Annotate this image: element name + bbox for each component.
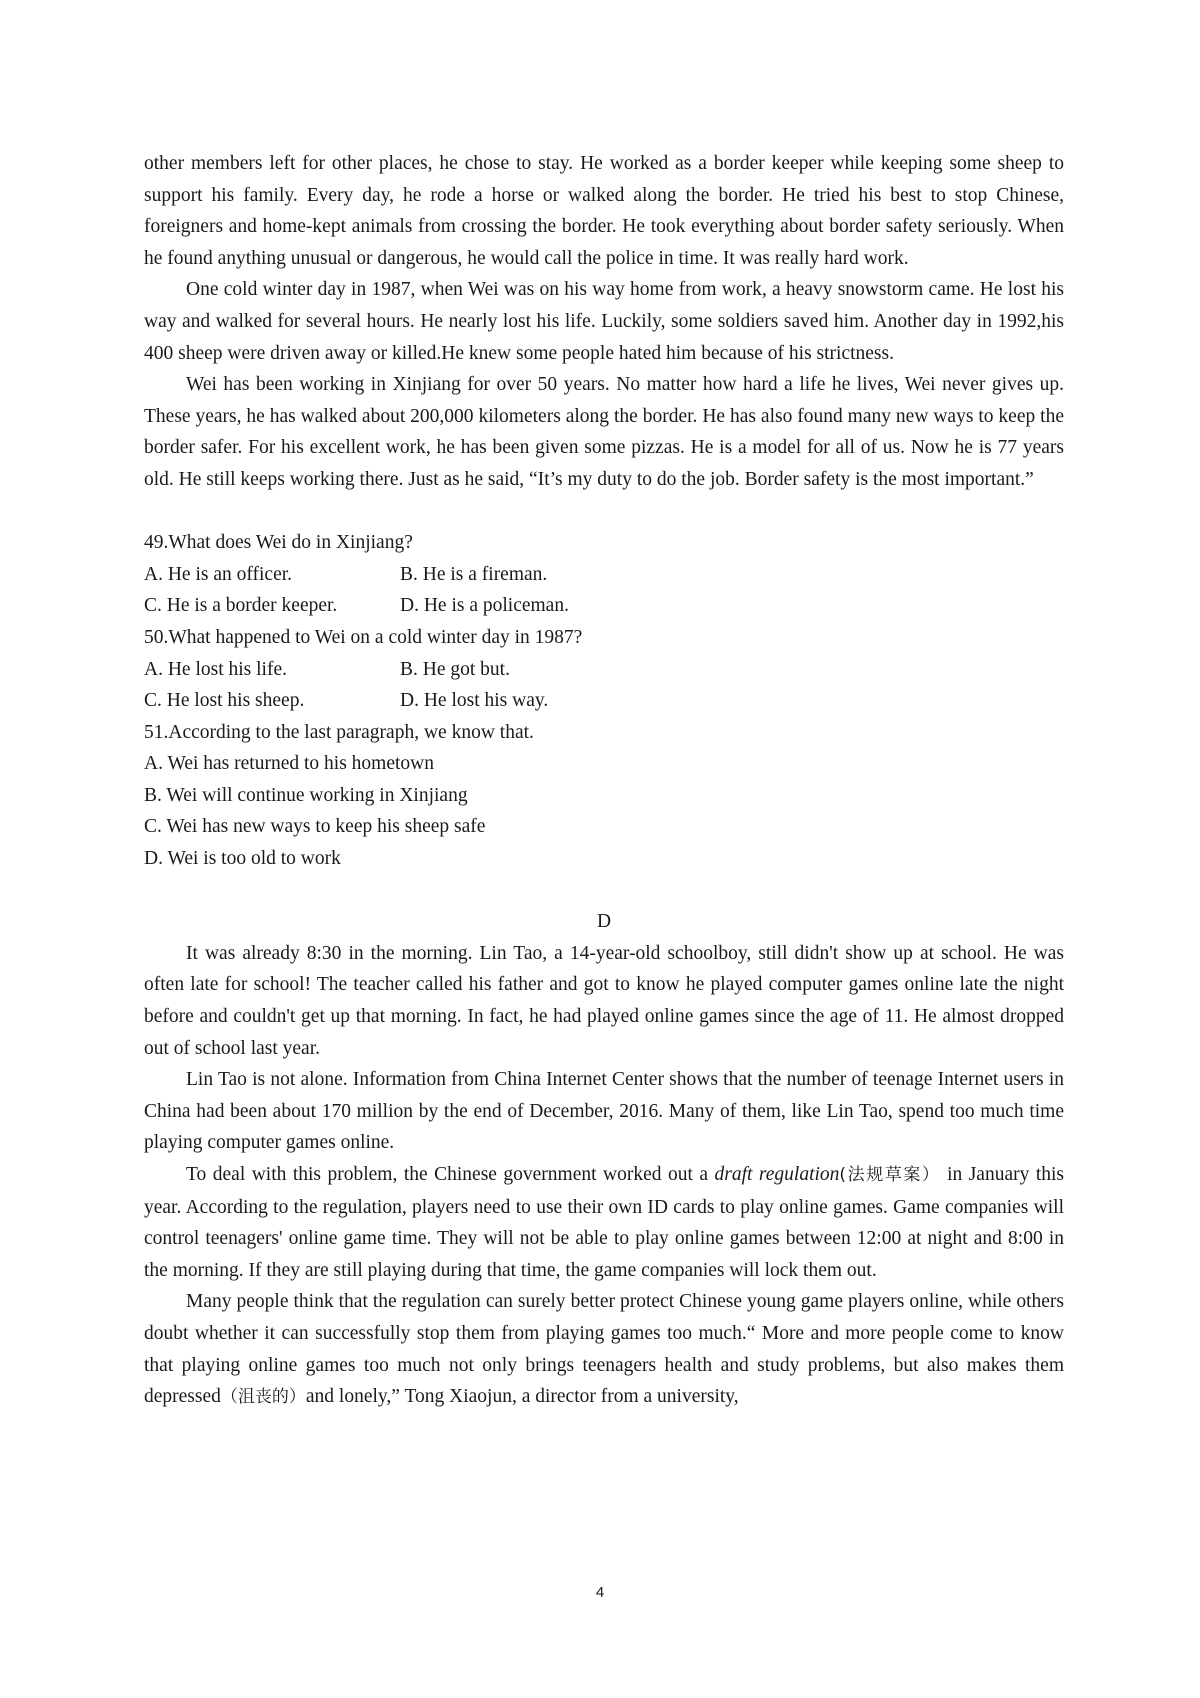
option-d: D. He is a policeman. xyxy=(400,595,569,617)
passage-c-paragraph-3: Wei has been working in Xinjiang for over 50 years. No matter how hard a life he lives, Wei never gives up. These years, he has walked about 200,000 kilometers along the border. He has also found many new ways to keep the border safer. For his excellent work, he has been given some pizzas. He is a model for all of us. Now he is 77 years old. He still keeps working there. Just as he said, “It’s my duty to do the job. Border safety is the most important.” xyxy=(144,374,1064,490)
chinese-gloss: （沮丧的） xyxy=(220,1387,306,1408)
question-stem: 49.What does Wei do in Xinjiang? xyxy=(144,532,413,554)
paragraph-text: To deal with this problem, the Chinese government worked out a xyxy=(186,1164,715,1185)
question-51 xyxy=(144,717,1064,875)
passage-d-paragraph-3 xyxy=(144,1159,1064,1286)
paragraph-text: in January this year. According to the regulation, players need to use their own ID cards to play online games. Game companies will control teenagers' online game time. They will not be able to play online games between 12:00 at night and 8:00 in the morning. If they are still playing during that time, the game companies will lock them out. xyxy=(144,1164,1064,1281)
question-49 xyxy=(144,527,1064,622)
option-a: A. He lost his life. xyxy=(144,658,287,680)
passage-c-paragraph-2: One cold winter day in 1987, when Wei was on his way home from work, a heavy snowstorm came. He lost his way and walked for several hours. He nearly lost his life. Luckily, some soldiers saved him. Another day in 1992,his 400 sheep were driven away or killed.He knew some people hated him because of his strictness. xyxy=(144,279,1064,364)
question-stem: 51.According to the last paragraph, we know that. xyxy=(144,721,534,743)
passage-d-paragraph-2: Lin Tao is not alone. Information from China Internet Center shows that the number of teenage Internet users in China had been about 170 million by the end of December, 2016. Many of them, like Lin Tao, spend too much time playing computer games online. xyxy=(144,1069,1064,1154)
question-50 xyxy=(144,622,1064,717)
passage-c-paragraph-1: other members left for other places, he chose to stay. He worked as a border keeper while keeping some sheep to support his family. Every day, he rode a horse or walked along the border. He tried his best to stop Chinese, foreigners and home-kept animals from crossing the border. He took everything about border safety seriously. When he found anything unusual or dangerous, he would call the police in time. It was really hard work. xyxy=(144,153,1064,269)
passage-d-paragraph-4 xyxy=(144,1286,1064,1413)
chinese-gloss: (法规草案） xyxy=(839,1165,941,1185)
page-number: 4 xyxy=(595,1584,605,1601)
spacer xyxy=(144,496,1064,528)
option-row xyxy=(144,559,1064,591)
option-b: B. He is a fireman. xyxy=(400,563,548,585)
question-stem: 50.What happened to Wei on a cold winter day in 1987? xyxy=(144,626,583,648)
spacer xyxy=(144,875,1064,907)
option-b: B. Wei will continue working in Xinjiang xyxy=(144,784,468,806)
option-row xyxy=(144,654,1064,686)
option-c: C. He is a border keeper. xyxy=(144,595,338,617)
italic-term: draft regulation xyxy=(714,1164,840,1185)
option-a: A. He is an officer. xyxy=(144,563,293,585)
option-row xyxy=(144,685,1064,717)
option-b: B. He got but. xyxy=(400,658,510,680)
option-d: D. Wei is too old to work xyxy=(144,848,341,870)
option-a: A. Wei has returned to his hometown xyxy=(144,753,434,775)
option-row xyxy=(144,590,1064,622)
option-c: C. Wei has new ways to keep his sheep safe xyxy=(144,816,486,838)
document-page xyxy=(144,148,1064,1414)
paragraph-text: Many people think that the regulation can surely better protect Chinese young game players online, while others doubt whether it can successfully stop them from playing games too much.“ More and more people come to know that playing online games too much not only brings teenagers health and study problems, but also makes them depressed xyxy=(144,1291,1064,1408)
section-heading-d: D xyxy=(596,911,612,933)
option-c: C. He lost his sheep. xyxy=(144,690,305,712)
paragraph-text: and lonely,” Tong Xiaojun, a director from a university, xyxy=(305,1386,739,1408)
passage-d-paragraph-1: It was already 8:30 in the morning. Lin Tao, a 14-year-old schoolboy, still didn't show up at school. He was often late for school! The teacher called his father and got to know he played computer games online late the night before and couldn't get up that morning. In fact, he had played online games since the age of 11. He almost dropped out of school last year. xyxy=(144,942,1064,1059)
option-d: D. He lost his way. xyxy=(400,690,549,712)
